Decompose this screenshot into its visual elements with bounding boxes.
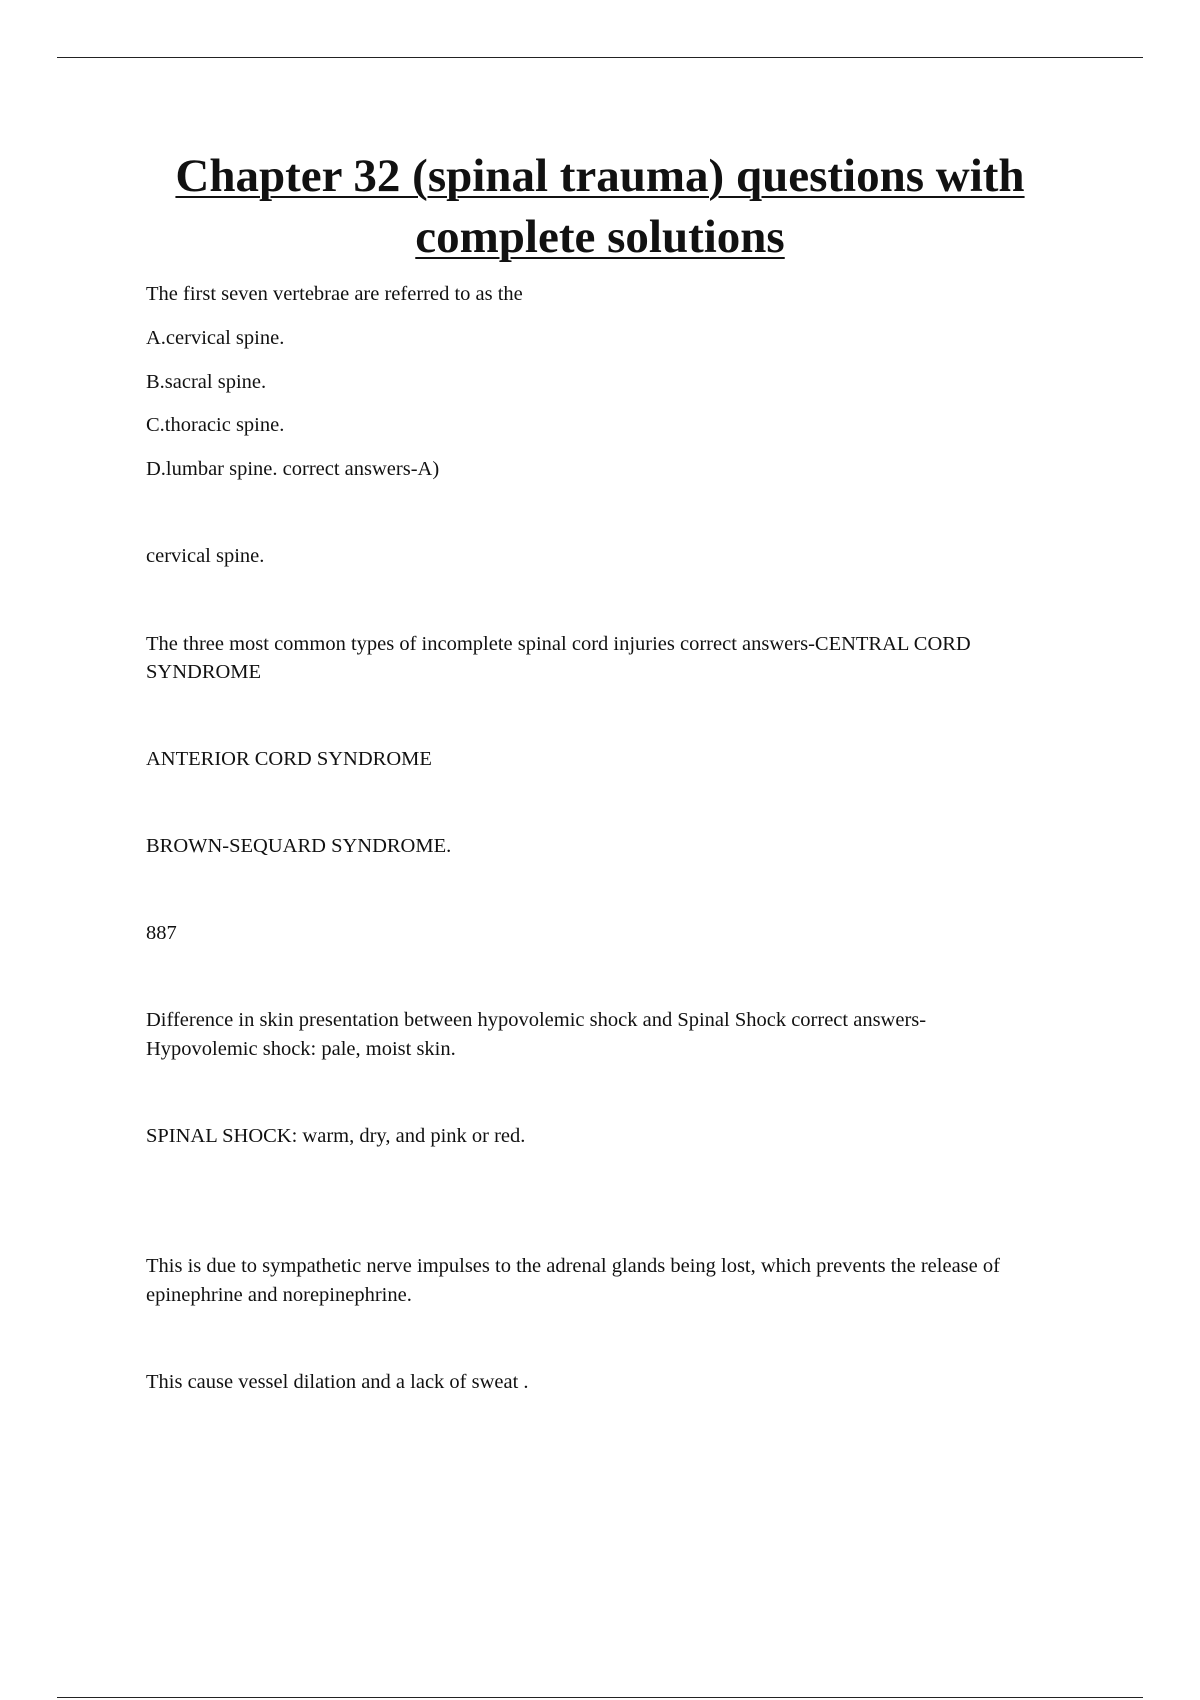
question-2-line-1: The three most common types of incomplete spinal cord injuries correct answers-CENTRAL CORD bbox=[146, 633, 971, 655]
option-c: C.thoracic spine. bbox=[146, 414, 285, 436]
page-reference: 887 bbox=[146, 922, 177, 944]
page-title: Chapter 32 (spinal trauma) questions with complete solutions bbox=[175, 150, 1025, 263]
option-a: A.cervical spine. bbox=[146, 327, 285, 349]
question-2-line-2: SYNDROME bbox=[146, 661, 262, 683]
answer-2-item-2: ANTERIOR CORD SYNDROME bbox=[146, 748, 432, 770]
question-3-line-2: Hypovolemic shock: pale, moist skin. bbox=[146, 1038, 456, 1060]
question-1-text: The first seven vertebrae are referred to as the bbox=[146, 283, 523, 305]
explanation-line-2: epinephrine and norepinephrine. bbox=[146, 1284, 412, 1306]
spinal-shock-answer: SPINAL SHOCK: warm, dry, and pink or red. bbox=[146, 1125, 526, 1147]
option-d-with-answer: D.lumbar spine. correct answers-A) bbox=[146, 458, 440, 480]
effect-text: This cause vessel dilation and a lack of sweat . bbox=[146, 1371, 529, 1393]
explanation-line-1: This is due to sympathetic nerve impulses to the adrenal glands being lost, which prevents the release of bbox=[146, 1255, 1000, 1277]
option-b: B.sacral spine. bbox=[146, 371, 267, 393]
top-rule bbox=[57, 57, 1143, 58]
answer-2-item-3: BROWN-SEQUARD SYNDROME. bbox=[146, 835, 452, 857]
bottom-rule bbox=[57, 1697, 1143, 1698]
answer-1-continued: cervical spine. bbox=[146, 545, 265, 567]
question-3-line-1: Difference in skin presentation between hypovolemic shock and Spinal Shock correct answers- bbox=[146, 1009, 927, 1031]
